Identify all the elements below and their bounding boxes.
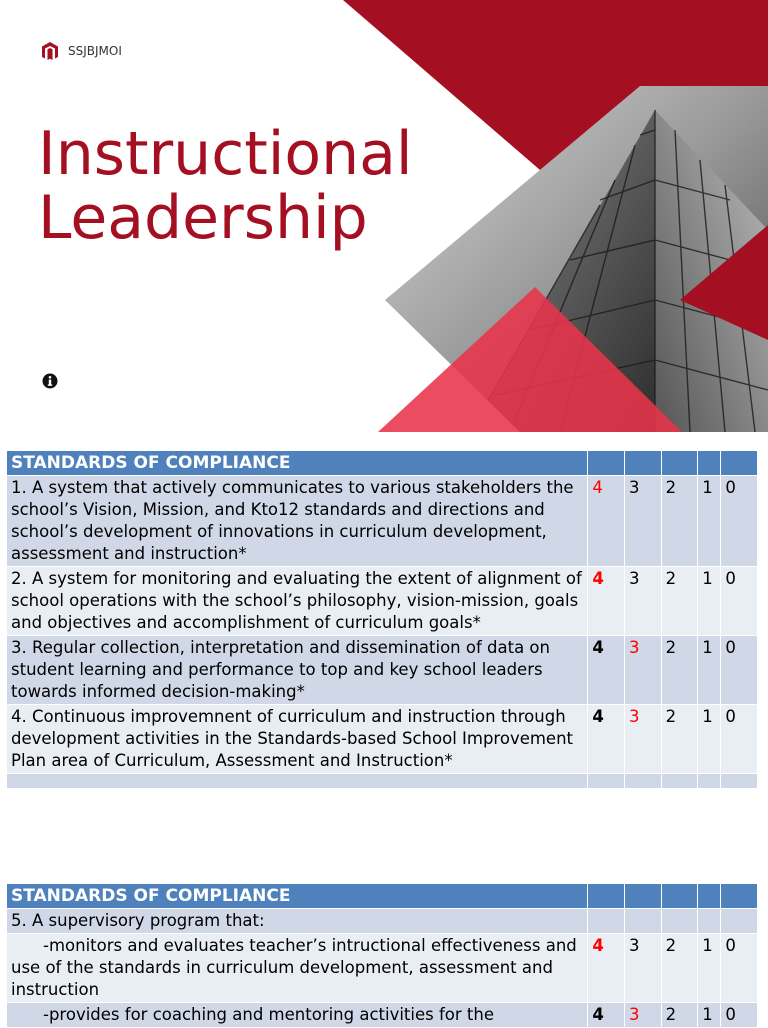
score-0: 0 xyxy=(721,636,758,705)
score-2: 2 xyxy=(661,476,698,567)
score-4: 4 xyxy=(588,705,625,774)
score-0: 0 xyxy=(721,1003,758,1028)
score-4: 4 xyxy=(588,636,625,705)
score-2: 2 xyxy=(661,934,698,1003)
score-4: 4 xyxy=(588,476,625,567)
standard-text: 5. A supervisory program that: xyxy=(7,909,588,934)
score-0: 0 xyxy=(721,476,758,567)
table-row xyxy=(7,909,758,934)
score-3: 3 xyxy=(624,567,661,636)
slide-title: Instructional Leadership xyxy=(38,119,413,253)
standard-text xyxy=(7,934,588,1003)
brand-name: SSJBJMOI xyxy=(68,44,122,58)
score-4: 4 xyxy=(588,934,625,1003)
sub-item-lead: -monitors and evaluates teacher’s intructional xyxy=(43,936,426,955)
sub-item-lead: -provides for coaching and mentoring activities for the xyxy=(43,1005,494,1024)
table-header: STANDARDS OF COMPLIANCE xyxy=(7,884,588,909)
score-0: 0 xyxy=(721,567,758,636)
score-1: 1 xyxy=(698,636,721,705)
score-3: 3 xyxy=(624,476,661,567)
standard-text: 1. A system that actively communicates to various stakeholders the school’s Vision, Mission, and Kto12 standards and directions and school’s development of innovations in curriculum development, assessment and instruction* xyxy=(7,476,588,567)
table-row xyxy=(7,705,758,774)
table-row-empty xyxy=(7,774,758,789)
info-icon[interactable] xyxy=(42,373,58,389)
sub-item-rest: effectiveness and use of the standards in curriculum development, assessment and instruction xyxy=(11,936,577,999)
score-4: 4 xyxy=(588,1003,625,1028)
score-0: 0 xyxy=(721,934,758,1003)
standard-text: 3. Regular collection, interpretation and dissemination of data on student learning and performance to top and key school leaders towards informed decision-making* xyxy=(7,636,588,705)
score-1: 1 xyxy=(698,476,721,567)
brand xyxy=(42,42,122,60)
compliance-table-2 xyxy=(6,883,758,1028)
score-0: 0 xyxy=(721,705,758,774)
brand-logo-icon xyxy=(42,42,58,60)
score-1: 1 xyxy=(698,1003,721,1028)
score-2: 2 xyxy=(661,705,698,774)
standard-text: 4. Continuous improvemnent of curriculum and instruction through development activities in the Standards-based School Improvement Plan area of Curriculum, Assessment and Instruction* xyxy=(7,705,588,774)
score-1: 1 xyxy=(698,934,721,1003)
score-2: 2 xyxy=(661,1003,698,1028)
standard-text: 2. A system for monitoring and evaluating the extent of alignment of school operations with the school’s philosophy, vision-mission, goals and objectives and accomplishment of curriculum goals* xyxy=(7,567,588,636)
table-row xyxy=(7,476,758,567)
score-3: 3 xyxy=(624,705,661,774)
title-slide xyxy=(0,0,768,432)
table-row xyxy=(7,567,758,636)
score-2: 2 xyxy=(661,636,698,705)
score-4: 4 xyxy=(588,567,625,636)
score-3: 3 xyxy=(624,1003,661,1028)
table-row xyxy=(7,934,758,1003)
score-3: 3 xyxy=(624,636,661,705)
score-2: 2 xyxy=(661,567,698,636)
score-3: 3 xyxy=(624,934,661,1003)
score-1: 1 xyxy=(698,705,721,774)
score-1: 1 xyxy=(698,567,721,636)
table-header: STANDARDS OF COMPLIANCE xyxy=(7,451,588,476)
compliance-table-1 xyxy=(6,450,758,789)
table-row xyxy=(7,636,758,705)
